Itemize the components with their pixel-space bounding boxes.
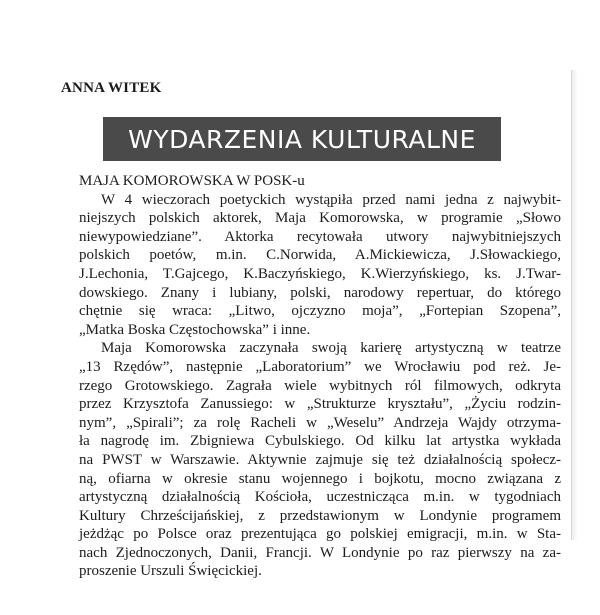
text-line: dowskiego. Znany i lubiany, polski, narodowy repertuar, do którego	[79, 284, 561, 301]
paragraph-2	[79, 339, 561, 581]
text-line: niewypowiedziane”. Aktorka recytowała utwory najwybitniejszych	[79, 228, 561, 245]
section-banner	[103, 117, 501, 161]
text-line: Maja Komorowska zaczynała swoją karierę artystyczną w teatrze	[101, 340, 561, 357]
text-line: J.Lechonia, T.Gajcego, K.Baczyńskiego, K.Wierzyńskiego, ks. J.Twar-	[79, 265, 561, 282]
article-heading: MAJA KOMOROWSKA W POSK-u	[79, 173, 305, 189]
text-line: „Matka Boska Częstochowska” i inne.	[79, 321, 311, 338]
article	[79, 172, 561, 581]
author-name: ANNA WITEK	[61, 80, 162, 96]
text-line: rzego Grotowskiego. Zagrała wiele wybitnych ról filmowych, odkryta	[79, 377, 561, 394]
text-line: Kultury Chrześcijańskiej, z przedstawionym w Londynie programem	[79, 507, 561, 524]
text-line: nym”, „Spirali”; za rolę Racheli w „Weselu” Andrzeja Wajdy otrzyma-	[79, 414, 561, 431]
text-line: artystyczną działalnością Kościoła, uczestnicząca m.in. w tygodniach	[79, 489, 561, 506]
page-edge-shadow	[572, 70, 578, 540]
section-title: WYDARZENIA KULTURALNE	[128, 124, 476, 154]
text-line: chętnie się wraca: „Litwo, ojczyzno moja”, „Fortepian Szopena”,	[79, 303, 561, 320]
text-line: ną, ofiarna w okresie stanu wojennego i bojkotu, mocno związana z	[79, 470, 561, 487]
text-line: na PWST w Warszawie. Aktywnie zajmuje się też działalnością społecz-	[79, 451, 561, 468]
text-line: przez Krzysztofa Zanussiego: w „Strukturze kryształu”, „Życiu rodzin-	[79, 396, 561, 413]
text-line: nach Zjednoczonych, Danii, Francji. W Londynie po raz pierwszy na za-	[79, 544, 561, 561]
text-line: W 4 wieczorach poetyckich wystąpiła przed nami jedna z najwybit-	[101, 191, 561, 208]
text-line: jeżdżąc po Polsce oraz prezentująca go polskiej emigracji, m.in. w Sta-	[79, 526, 561, 543]
text-line: ła nagrodę im. Zbigniewa Cybulskiego. Od kilku lat artystka wykłada	[79, 433, 561, 450]
text-line: „13 Rzędów”, następnie „Laboratorium” we Wrocławiu pod reż. Je-	[79, 358, 561, 375]
text-line: proszenie Urszuli Święcickiej.	[79, 563, 262, 580]
paragraph-1	[79, 191, 561, 340]
text-line: polskich poetów, m.in. C.Norwida, A.Mickiewicza, J.Słowackiego,	[79, 247, 561, 264]
text-line: niejszych polskich aktorek, Maja Komorowska, w programie „Słowo	[79, 210, 561, 227]
